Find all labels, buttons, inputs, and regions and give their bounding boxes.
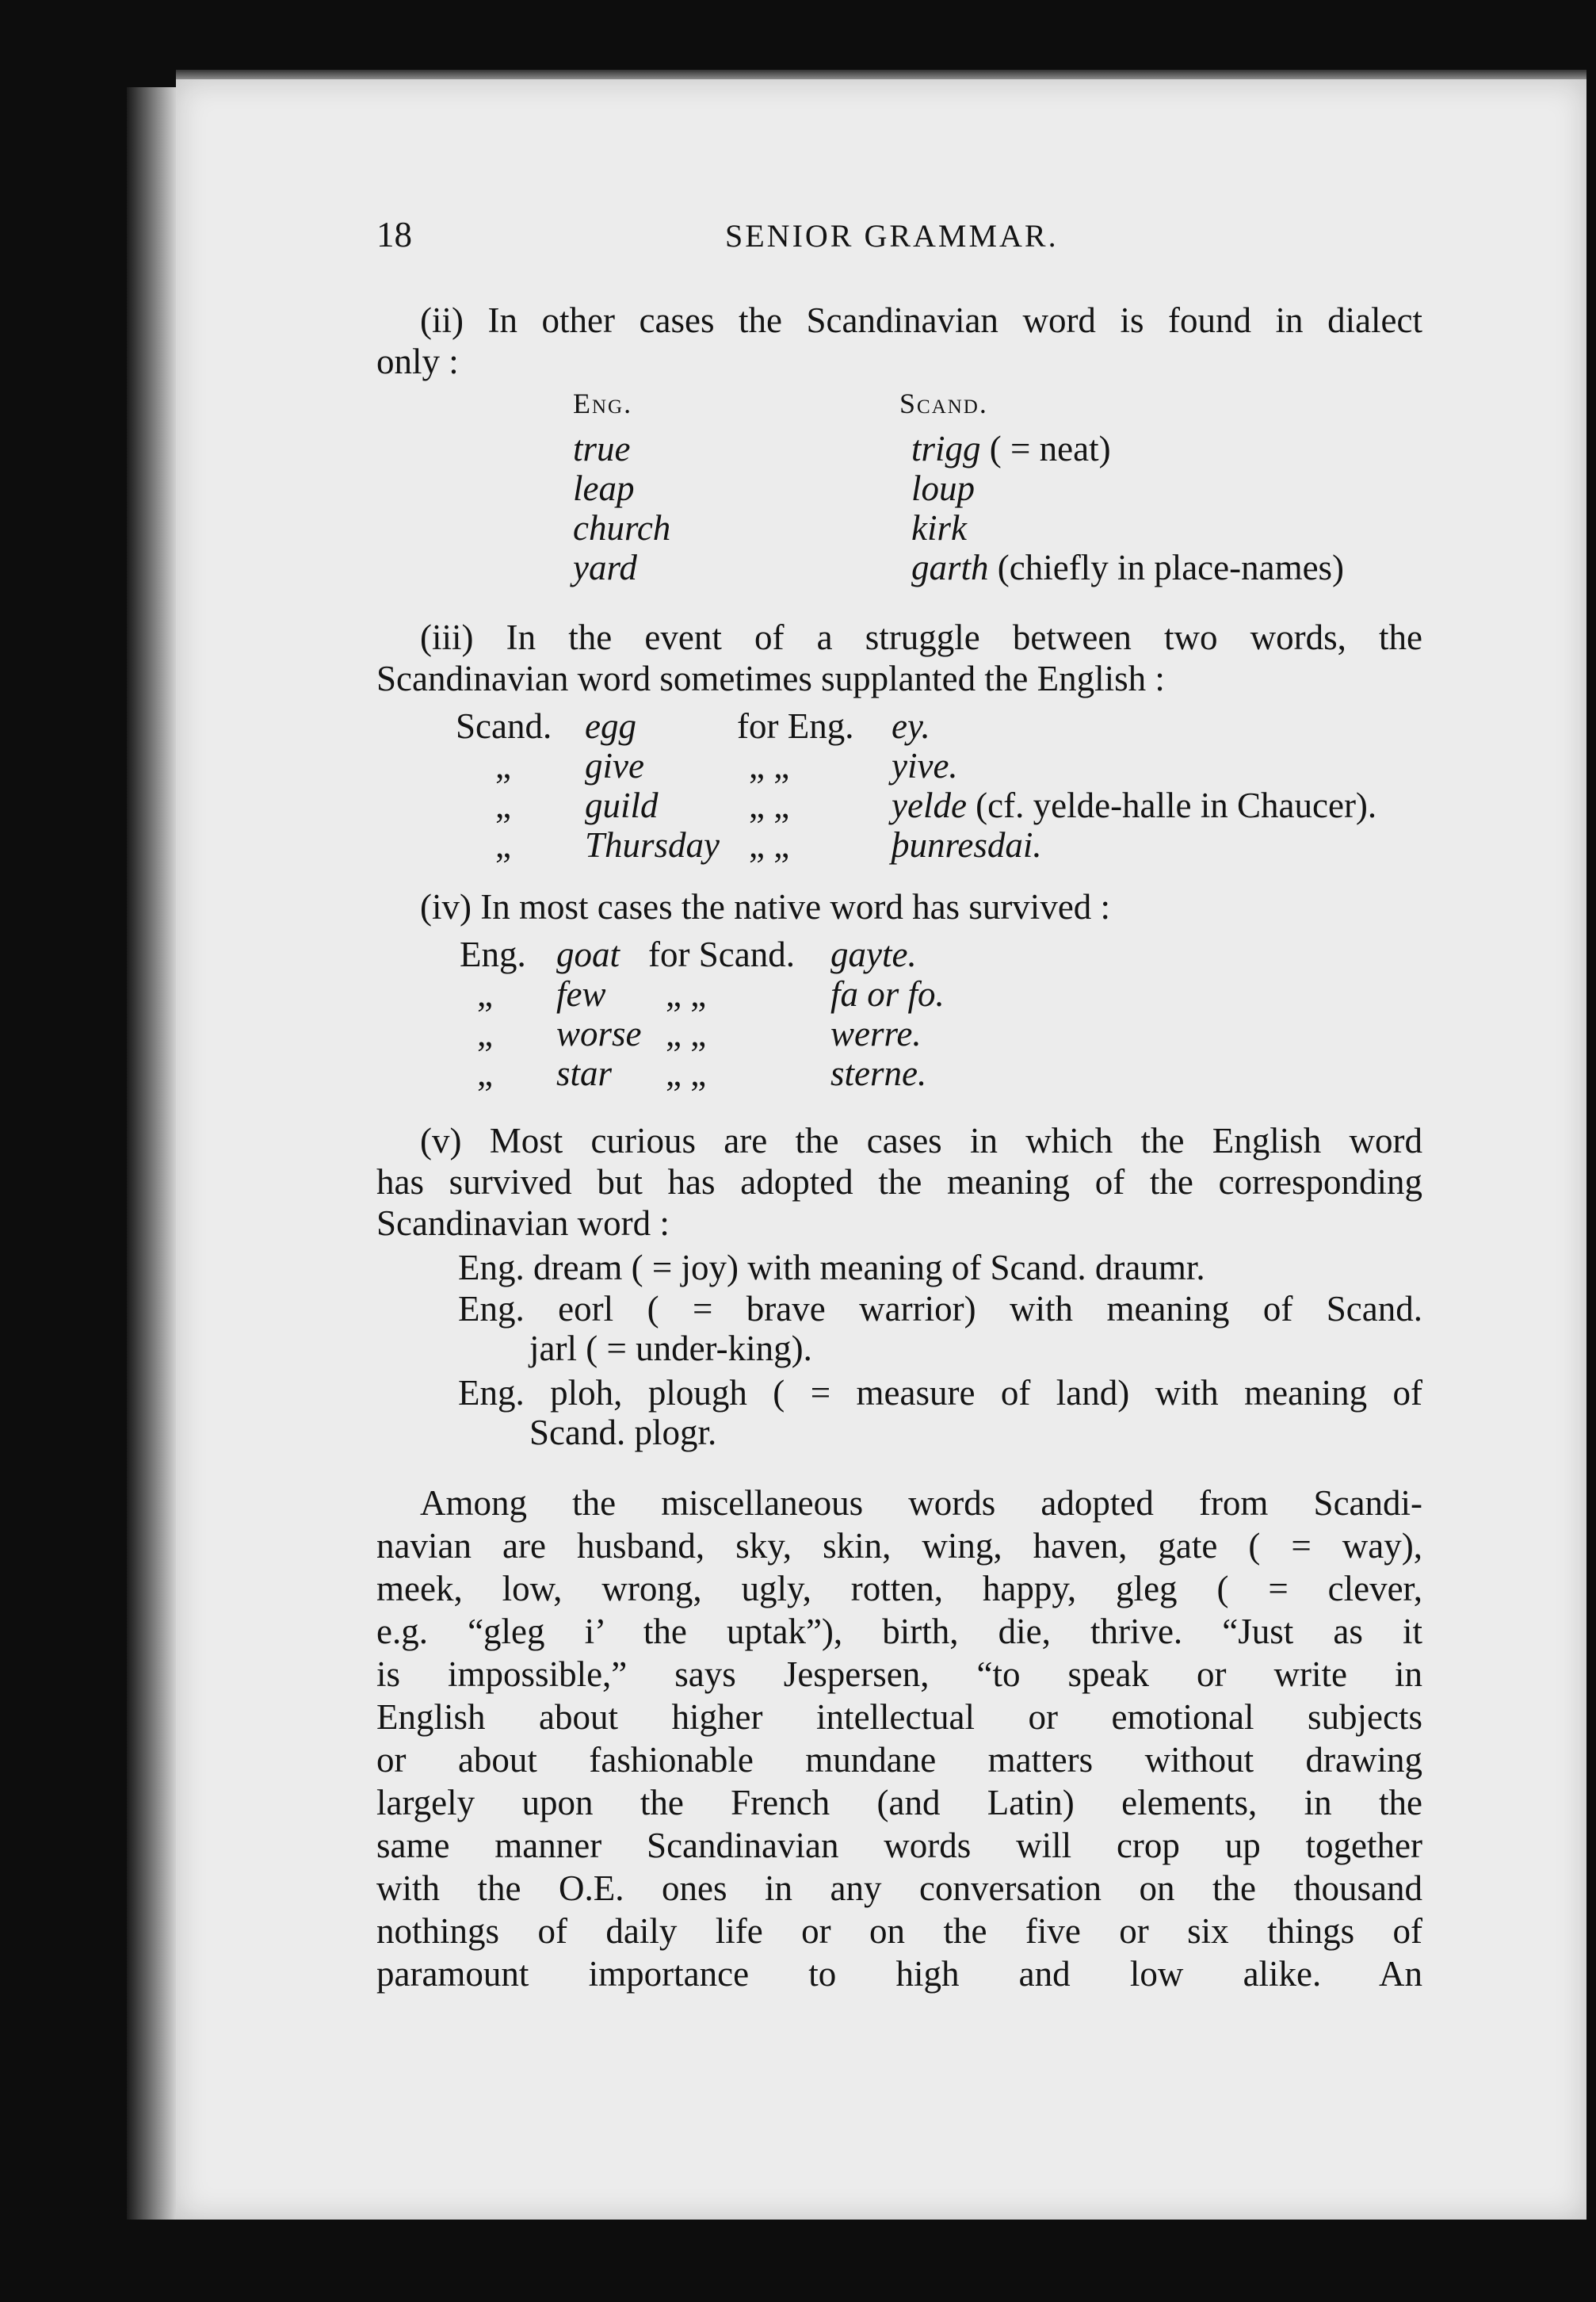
native-scand-word: werre. (830, 1014, 922, 1053)
dialect-scand-word: kirk (911, 508, 967, 548)
section-v-line-1: (v) Most curious are the cases in which the English word (420, 1121, 1422, 1161)
meaning-example: Eng. eorl ( = brave warrior) with meaning of Scand. (458, 1289, 1422, 1329)
native-scand-word: sterne. (830, 1053, 927, 1093)
paragraph-line: meek, low, wrong, ugly, rotten, happy, gleg ( = clever, (376, 1569, 1422, 1608)
paragraph-line: navian are husband, sky, skin, wing, haven, gate ( = way), (376, 1526, 1422, 1566)
section-ii-line-2: only : (376, 342, 459, 381)
dialect-eng-word: leap (573, 468, 635, 508)
struggle-eng-word: yive. (892, 746, 958, 786)
meaning-example: Eng. dream ( = joy) with meaning of Scand. draumr. (458, 1248, 1205, 1287)
ditto-mark: „ (477, 1053, 493, 1093)
dialect-eng-word: true (573, 429, 631, 468)
struggle-scand-word: give (585, 746, 644, 786)
section-iii-line-1: (iii) In the event of a struggle between two words, the (420, 618, 1422, 657)
ditto-mark: „ „ (666, 1053, 707, 1093)
paragraph-line: English about higher intellectual or emotional subjects (376, 1697, 1422, 1737)
running-title: SENIOR GRAMMAR. (725, 218, 1059, 254)
struggle-mid: for Eng. (737, 706, 854, 746)
dialect-scand-word: trigg (911, 429, 981, 468)
struggle-eng-word: þunresdai. (892, 825, 1042, 865)
ditto-mark: „ „ (666, 1014, 707, 1053)
ditto-mark: „ „ (666, 974, 707, 1014)
struggle-note: (cf. yelde-halle in Chaucer). (976, 786, 1377, 825)
meaning-example-continued: Scand. plogr. (529, 1413, 717, 1452)
struggle-eng-word: ey. (892, 706, 930, 746)
dialect-eng-word: yard (573, 548, 637, 587)
native-eng-word: few (556, 974, 606, 1014)
book-spine-shadow (127, 87, 176, 2220)
struggle-scand-word: Thursday (585, 825, 720, 865)
struggle-lead: Scand. (456, 706, 552, 746)
paragraph-line: or about fashionable mundane matters without drawing (376, 1740, 1422, 1780)
struggle-eng-entry (892, 785, 1376, 826)
native-eng-word: star (556, 1053, 613, 1093)
native-eng-word: worse (556, 1014, 642, 1053)
paragraph-line: e.g. “gleg i’ the uptak”), birth, die, thrive. “Just as it (376, 1612, 1422, 1651)
native-eng-word: goat (556, 935, 620, 974)
struggle-scand-word: egg (585, 706, 636, 746)
paragraph-line: is impossible,” says Jespersen, “to speak or write in (376, 1654, 1422, 1694)
section-iv-line-1: (iv) In most cases the native word has survived : (420, 887, 1111, 927)
dialect-scand-entry (911, 547, 1344, 588)
dialect-scand-word: garth (911, 548, 989, 587)
dialect-scand-word: loup (911, 468, 976, 508)
struggle-scand-word: guild (585, 786, 659, 825)
paragraph-line: paramount importance to high and low alike. An (376, 1954, 1422, 1994)
ditto-mark: „ (495, 825, 511, 865)
meaning-example-continued: jarl ( = under-king). (529, 1329, 812, 1368)
native-mid: for Scand. (648, 935, 795, 974)
dialect-eng-word: church (573, 508, 671, 548)
section-iii-line-2: Scandinavian word sometimes supplanted the English : (376, 659, 1165, 698)
section-v-line-3: Scandinavian word : (376, 1203, 670, 1243)
ditto-mark: „ (495, 786, 511, 825)
column-header-scand: Scand. (899, 388, 988, 419)
paragraph-line: Among the miscellaneous words adopted from Scandi- (420, 1483, 1422, 1523)
native-scand-word: gayte. (830, 935, 917, 974)
page-number: 18 (376, 215, 412, 254)
native-scand-word: fa or fo. (830, 974, 945, 1014)
ditto-mark: „ (477, 974, 493, 1014)
meaning-example: Eng. ploh, plough ( = measure of land) with meaning of (458, 1373, 1422, 1413)
dialect-note: ( = neat) (989, 429, 1111, 468)
ditto-mark: „ „ (749, 746, 790, 786)
dialect-note: (chiefly in place-names) (997, 548, 1345, 587)
paragraph-line: largely upon the French (and Latin) elements, in the (376, 1783, 1422, 1822)
struggle-eng-word: yelde (892, 786, 967, 825)
paragraph-line: with the O.E. ones in any conversation on the thousand (376, 1868, 1422, 1908)
native-lead: Eng. (460, 935, 526, 974)
ditto-mark: „ (495, 746, 511, 786)
column-header-eng: Eng. (573, 388, 633, 419)
paragraph-line: nothings of daily life or on the five or six things of (376, 1911, 1422, 1951)
ditto-mark: „ „ (749, 786, 790, 825)
section-v-line-2: has survived but has adopted the meaning of the corresponding (376, 1162, 1422, 1202)
section-ii-line-1: (ii) In other cases the Scandinavian word is found in dialect (420, 300, 1422, 340)
ditto-mark: „ (477, 1014, 493, 1053)
dialect-scand-entry (911, 428, 1111, 469)
paragraph-line: same manner Scandinavian words will crop up together (376, 1826, 1422, 1865)
ditto-mark: „ „ (749, 825, 790, 865)
